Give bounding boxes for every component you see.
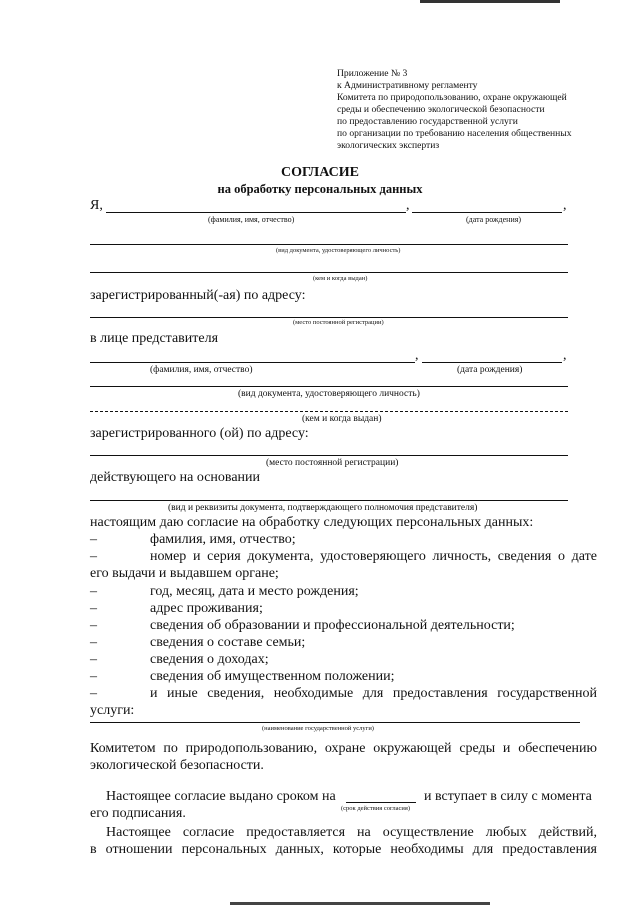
list-dash: – bbox=[90, 549, 97, 564]
list-item: сведения о составе семьи; bbox=[150, 635, 306, 650]
caption-term: (срок действия согласия) bbox=[341, 805, 411, 812]
term-start: Настоящее согласие выдано сроком на bbox=[106, 789, 336, 804]
list-item: номер и серия документа, удостоверяющего личность, сведения о дате bbox=[150, 549, 597, 564]
list-dash: – bbox=[90, 686, 97, 701]
appendix-block bbox=[337, 68, 572, 152]
list-item: год, месяц, дата и место рождения; bbox=[150, 584, 359, 599]
caption-representative-issued-by: (кем и когда выдан) bbox=[302, 414, 382, 424]
issued-by-field[interactable] bbox=[90, 272, 568, 273]
list-dash: – bbox=[90, 652, 97, 667]
representative-document-field[interactable] bbox=[90, 386, 568, 387]
list-dash: – bbox=[90, 601, 97, 616]
consent-intro: настоящим даю согласие на обработку следующих персональных данных: bbox=[90, 515, 534, 530]
list-item: сведения о доходах; bbox=[150, 652, 269, 667]
caption-fio: (фамилия, имя, отчество) bbox=[208, 215, 295, 224]
birthdate-field[interactable] bbox=[412, 212, 562, 213]
caption-authority-document: (вид и реквизиты документа, подтверждающего полномочия представителя) bbox=[168, 503, 478, 513]
term-end: и вступает в силу с момента bbox=[424, 789, 592, 804]
committee-text-end: экологической безопасности. bbox=[90, 758, 264, 773]
list-dash: – bbox=[90, 635, 97, 650]
caption-representative-birthdate: (дата рождения) bbox=[457, 365, 523, 375]
list-dash: – bbox=[90, 669, 97, 684]
list-dash: – bbox=[90, 532, 97, 547]
registered-label: зарегистрированный(-ая) по адресу: bbox=[90, 288, 306, 303]
comma: , bbox=[563, 348, 567, 363]
scan-edge-top bbox=[420, 0, 560, 3]
comma: , bbox=[563, 198, 567, 213]
appendix-line: среды и обеспечению экологической безопасности bbox=[337, 104, 545, 115]
representative-registered-label: зарегистрированного (ой) по адресу: bbox=[90, 426, 309, 441]
final-paragraph-line: Настоящее согласие предоставляется на осуществление любых действий, bbox=[106, 825, 597, 840]
list-dash: – bbox=[90, 618, 97, 633]
list-item-continuation: его выдачи и выдавшем органе; bbox=[90, 566, 279, 581]
caption-service-name: (наименование государственной услуги) bbox=[262, 725, 374, 732]
comma: , bbox=[406, 198, 410, 213]
address-field[interactable] bbox=[90, 317, 568, 318]
signing-text: его подписания. bbox=[90, 806, 186, 821]
acting-basis-label: действующего на основании bbox=[90, 470, 261, 485]
appendix-line: по организации по требованию населения общественных bbox=[337, 128, 572, 139]
authority-document-field[interactable] bbox=[90, 500, 568, 501]
appendix-line: экологических экспертиз bbox=[337, 140, 440, 151]
caption-representative-fio: (фамилия, имя, отчество) bbox=[150, 365, 253, 375]
appendix-line: Комитета по природопользованию, охране окружающей bbox=[337, 92, 567, 103]
list-item: сведения об имущественном положении; bbox=[150, 669, 395, 684]
representative-address-field[interactable] bbox=[90, 455, 568, 456]
committee-text: Комитетом по природопользованию, охране окружающей среды и обеспечению bbox=[90, 741, 597, 756]
representative-issued-by-field[interactable] bbox=[90, 411, 568, 412]
caption-birthdate: (дата рождения) bbox=[466, 215, 522, 224]
caption-identity-document: (вид документа, удостоверяющего личность) bbox=[276, 247, 401, 254]
list-item: и иные сведения, необходимые для предоставления государственной bbox=[150, 686, 597, 701]
representative-fio-field[interactable] bbox=[90, 362, 415, 363]
list-dash: – bbox=[90, 584, 97, 599]
term-field[interactable] bbox=[346, 802, 416, 803]
comma: , bbox=[415, 348, 419, 363]
document-title: СОГЛАСИЕ bbox=[281, 165, 359, 180]
service-name-field[interactable] bbox=[90, 722, 580, 723]
appendix-line: к Административному регламенту bbox=[337, 80, 478, 91]
list-item-continuation: услуги: bbox=[90, 703, 135, 718]
list-item: фамилия, имя, отчество; bbox=[150, 532, 296, 547]
final-paragraph-line: в отношении персональных данных, которые необходимы для предоставления bbox=[90, 842, 597, 857]
representative-label: в лице представителя bbox=[90, 331, 219, 346]
appendix-line: по предоставлению государственной услуги bbox=[337, 116, 518, 127]
i-label: Я, bbox=[90, 198, 103, 213]
caption-representative-address: (место постоянной регистрации) bbox=[266, 458, 399, 468]
identity-document-field[interactable] bbox=[90, 244, 568, 245]
caption-address: (место постоянной регистрации) bbox=[293, 319, 384, 326]
document-subtitle: на обработку персональных данных bbox=[217, 182, 423, 196]
fio-field[interactable] bbox=[106, 212, 406, 213]
representative-birthdate-field[interactable] bbox=[422, 362, 562, 363]
list-item: адрес проживания; bbox=[150, 601, 263, 616]
list-item: сведения об образовании и профессиональной деятельности; bbox=[150, 618, 515, 633]
caption-issued-by: (кем и когда выдан) bbox=[313, 275, 368, 282]
appendix-line: Приложение № 3 bbox=[337, 68, 408, 79]
caption-representative-document: (вид документа, удостоверяющего личность) bbox=[238, 389, 420, 399]
